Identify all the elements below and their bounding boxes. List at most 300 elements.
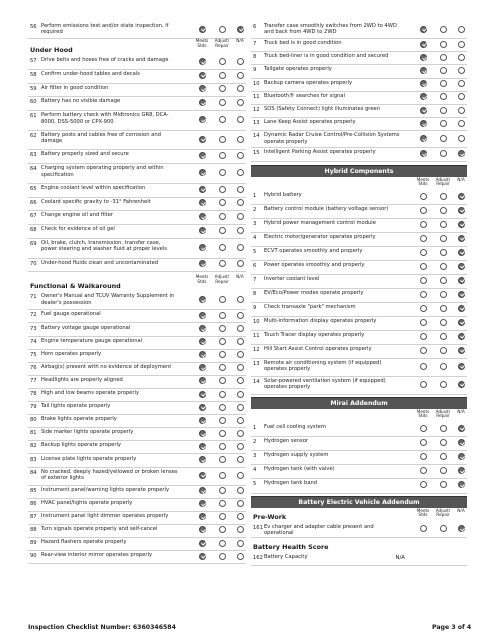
- adjust-repair-circle[interactable]: [219, 58, 226, 65]
- adjust-repair-circle[interactable]: [219, 199, 226, 206]
- meets-standards-circle[interactable]: [420, 425, 427, 432]
- not-applicable-circle[interactable]: [458, 319, 465, 326]
- item-text: Battery Capacity: [264, 553, 308, 560]
- adjust-repair-circle[interactable]: [219, 500, 226, 507]
- checklist-row: [28, 550, 246, 564]
- checklist-row: [251, 316, 467, 331]
- adjust-repair-circle[interactable]: [440, 120, 447, 127]
- item-number: 78: [30, 391, 37, 397]
- adjust-repair-circle[interactable]: [440, 467, 447, 474]
- item-text: Intelligent Parking Assist operates properly: [264, 149, 376, 156]
- status-marks: [192, 524, 246, 537]
- item-text: Inverter coolant level: [264, 275, 320, 282]
- not-applicable-circle[interactable]: [237, 430, 244, 437]
- not-applicable-circle[interactable]: [237, 377, 244, 384]
- status-marks: [413, 218, 467, 232]
- checklist-row: [28, 362, 246, 376]
- adjust-repair-circle[interactable]: [219, 526, 226, 533]
- meets-standards-circle[interactable]: [199, 364, 206, 371]
- meets-standards-circle[interactable]: [199, 351, 206, 358]
- not-applicable-circle[interactable]: [458, 467, 465, 474]
- item-number: 4: [253, 234, 257, 241]
- not-applicable-circle[interactable]: [458, 263, 465, 270]
- adjust-repair-circle[interactable]: [440, 363, 447, 370]
- adjust-repair-circle[interactable]: [440, 439, 447, 446]
- not-applicable-circle[interactable]: [237, 472, 244, 479]
- meets-standards-circle[interactable]: [420, 319, 427, 326]
- meets-standards-circle[interactable]: [420, 481, 427, 488]
- meets-standards-circle[interactable]: [199, 213, 206, 220]
- not-applicable-circle[interactable]: [458, 235, 465, 242]
- item-number: 76: [30, 364, 37, 371]
- item-text: Touch Tracer display operates properly: [264, 331, 365, 338]
- item-text: Under-hood fluids clean and uncontaminated: [41, 259, 159, 266]
- item-number: 79: [30, 404, 37, 411]
- adjust-repair-circle[interactable]: [440, 347, 447, 354]
- adjust-repair-circle[interactable]: [440, 277, 447, 284]
- not-applicable-circle[interactable]: [237, 487, 244, 494]
- adjust-repair-circle[interactable]: [440, 481, 447, 488]
- not-applicable-circle[interactable]: [458, 347, 465, 354]
- item-text: Instrument panel light dimmer operates properly: [41, 512, 169, 519]
- not-applicable-circle[interactable]: [237, 391, 244, 398]
- status-marks: [192, 210, 246, 224]
- item-value: N/A: [395, 554, 405, 561]
- not-applicable-circle[interactable]: [458, 135, 465, 142]
- meets-standards-circle[interactable]: [420, 107, 427, 114]
- not-applicable-circle[interactable]: [458, 425, 465, 432]
- adjust-repair-circle[interactable]: [440, 207, 447, 214]
- meets-standards-circle[interactable]: [199, 417, 206, 424]
- not-applicable-circle[interactable]: [237, 338, 244, 345]
- item-text: Battery has no visible damage: [41, 98, 121, 105]
- meets-standards-circle[interactable]: [199, 312, 206, 319]
- status-marks: [192, 238, 246, 258]
- adjust-repair-circle[interactable]: [440, 249, 447, 256]
- meets-standards-circle[interactable]: [199, 325, 206, 332]
- checklist-row: [28, 258, 246, 273]
- status-marks: [413, 288, 467, 302]
- not-applicable-circle[interactable]: [237, 312, 244, 319]
- meets-standards-circle[interactable]: [420, 277, 427, 284]
- adjust-repair-circle[interactable]: [440, 80, 447, 87]
- item-text: Dynamic Radar Cruise Control/Pre-Collision Systems operate properly: [264, 132, 400, 145]
- not-applicable-circle[interactable]: [458, 221, 465, 228]
- meets-standards-circle[interactable]: [420, 93, 427, 100]
- not-applicable-circle[interactable]: [237, 417, 244, 424]
- not-applicable-circle[interactable]: [237, 99, 244, 106]
- adjust-repair-circle[interactable]: [440, 221, 447, 228]
- item-number: 5: [253, 481, 257, 488]
- item-number: 13: [253, 120, 260, 127]
- meets-standards-label: Meets Stds: [416, 176, 430, 187]
- not-applicable-circle[interactable]: [458, 120, 465, 127]
- meets-standards-circle[interactable]: [420, 453, 427, 460]
- meets-standards-circle[interactable]: [420, 249, 427, 256]
- adjust-repair-circle[interactable]: [440, 525, 447, 532]
- checklist-row: [251, 522, 467, 538]
- status-marks: [192, 163, 246, 183]
- not-applicable-circle[interactable]: [458, 80, 465, 87]
- adjust-repair-circle[interactable]: [219, 213, 226, 220]
- item-text: Battery control module (battery voltage sensor): [264, 205, 389, 212]
- adjust-repair-circle[interactable]: [219, 99, 226, 106]
- not-applicable-circle[interactable]: [458, 193, 465, 200]
- meets-standards-circle[interactable]: [420, 54, 427, 61]
- meets-standards-label: Meets Stds: [416, 507, 430, 518]
- adjust-repair-circle[interactable]: [219, 443, 226, 450]
- item-number: 66: [30, 199, 37, 206]
- checklist-row: [28, 110, 246, 131]
- not-applicable-circle[interactable]: [237, 72, 244, 79]
- not-applicable-circle[interactable]: [458, 207, 465, 214]
- not-applicable-circle[interactable]: [458, 525, 465, 532]
- meets-standards-circle[interactable]: [420, 347, 427, 354]
- status-marks: [192, 485, 246, 498]
- adjust-repair-circle[interactable]: [219, 296, 226, 303]
- checklist-row: [28, 183, 246, 198]
- adjust-repair-circle[interactable]: [219, 325, 226, 332]
- item-number: 6: [253, 24, 257, 30]
- not-applicable-circle[interactable]: [458, 363, 465, 370]
- meets-standards-circle[interactable]: [199, 116, 206, 123]
- checklist-row: [28, 427, 246, 441]
- checklist-row: [28, 197, 246, 212]
- adjust-repair-circle[interactable]: [219, 391, 226, 398]
- meets-standards-circle[interactable]: [199, 443, 206, 450]
- checklist-row: [28, 149, 246, 164]
- meets-standards-circle[interactable]: [420, 150, 427, 157]
- checklist-row: [251, 38, 467, 52]
- checklist-row: [28, 388, 246, 402]
- section-header: [28, 274, 246, 291]
- adjust-repair-circle[interactable]: [440, 93, 447, 100]
- adjust-repair-circle[interactable]: [440, 107, 447, 114]
- not-applicable-circle[interactable]: [458, 439, 465, 446]
- item-text: Check for evidence of oil gel: [41, 226, 115, 233]
- item-number: 56: [30, 24, 37, 30]
- meets-standards-circle[interactable]: [199, 152, 206, 159]
- status-marks: [192, 258, 246, 272]
- adjust-repair-circle[interactable]: [440, 235, 447, 242]
- meets-standards-circle[interactable]: [199, 500, 206, 507]
- not-applicable-circle[interactable]: [458, 481, 465, 488]
- meets-standards-circle[interactable]: [199, 472, 206, 479]
- adjust-repair-circle[interactable]: [219, 540, 226, 547]
- adjust-repair-circle[interactable]: [219, 312, 226, 319]
- adjust-repair-circle[interactable]: [440, 41, 447, 48]
- not-applicable-circle[interactable]: [458, 26, 465, 33]
- checklist-row: [251, 130, 467, 148]
- item-text: Battery properly sized and secure: [41, 151, 129, 158]
- adjust-repair-circle[interactable]: [219, 404, 226, 411]
- checklist-row: [28, 401, 246, 415]
- not-applicable-circle[interactable]: [237, 58, 244, 65]
- adjust-repair-circle[interactable]: [219, 186, 226, 193]
- meets-standards-circle[interactable]: [199, 227, 206, 234]
- not-applicable-circle[interactable]: [237, 526, 244, 533]
- meets-standards-circle[interactable]: [420, 235, 427, 242]
- not-applicable-circle[interactable]: [237, 540, 244, 547]
- status-marks: [413, 91, 467, 104]
- item-text: No cracked, deeply hazed/yellowed or broken lenses of exterior lights: [41, 468, 178, 481]
- meets-standards-circle[interactable]: [199, 244, 206, 251]
- item-text: Hybrid battery: [264, 191, 302, 198]
- meets-standards-circle[interactable]: [420, 221, 427, 228]
- not-applicable-circle[interactable]: [237, 296, 244, 303]
- meets-standards-circle[interactable]: [420, 525, 427, 532]
- adjust-repair-circle[interactable]: [219, 377, 226, 384]
- section-header: [28, 38, 246, 55]
- not-applicable-circle[interactable]: [237, 325, 244, 332]
- meets-standards-circle[interactable]: [199, 430, 206, 437]
- meets-standards-circle[interactable]: [199, 391, 206, 398]
- adjust-repair-circle[interactable]: [440, 319, 447, 326]
- not-applicable-circle[interactable]: [237, 364, 244, 371]
- item-text: SOS (Safety Connect) light illuminates green: [264, 106, 380, 112]
- adjust-repair-circle[interactable]: [219, 351, 226, 358]
- meets-standards-circle[interactable]: [420, 193, 427, 200]
- meets-standards-circle[interactable]: [199, 136, 206, 143]
- adjust-repair-circle[interactable]: [440, 453, 447, 460]
- status-marks: [192, 454, 246, 467]
- meets-standards-circle[interactable]: [420, 363, 427, 370]
- item-number: 90: [30, 553, 37, 560]
- adjust-repair-circle[interactable]: [219, 169, 226, 176]
- item-text: HVAC panel/lights operate properly: [41, 499, 133, 506]
- item-number: 88: [30, 526, 37, 533]
- adjust-repair-circle[interactable]: [219, 72, 226, 79]
- meets-standards-circle[interactable]: [199, 377, 206, 384]
- not-applicable-circle[interactable]: [458, 453, 465, 460]
- not-applicable-circle[interactable]: [458, 41, 465, 48]
- adjust-repair-circle[interactable]: [219, 338, 226, 345]
- status-marks: [192, 183, 246, 197]
- not-applicable-circle[interactable]: [237, 404, 244, 411]
- status-marks: [192, 130, 246, 150]
- item-number: 73: [30, 325, 37, 332]
- not-applicable-circle[interactable]: [237, 26, 244, 33]
- adjust-repair-circle[interactable]: [219, 260, 226, 267]
- adjust-repair-circle[interactable]: [440, 263, 447, 270]
- status-marks: [413, 316, 467, 330]
- adjust-repair-circle[interactable]: [440, 381, 447, 388]
- adjust-repair-circle[interactable]: [440, 333, 447, 340]
- meets-standards-circle[interactable]: [199, 186, 206, 193]
- not-applicable-circle[interactable]: [237, 213, 244, 220]
- not-applicable-circle[interactable]: [237, 456, 244, 463]
- checklist-row: [251, 246, 467, 261]
- meets-standards-circle[interactable]: [199, 72, 206, 79]
- section-title: Under Hood: [30, 46, 73, 54]
- meets-standards-circle[interactable]: [199, 338, 206, 345]
- adjust-repair-circle[interactable]: [219, 136, 226, 143]
- meets-standards-circle[interactable]: [199, 99, 206, 106]
- meets-standards-circle[interactable]: [420, 26, 427, 33]
- not-applicable-circle[interactable]: [237, 443, 244, 450]
- meets-standards-circle[interactable]: [420, 41, 427, 48]
- not-applicable-circle[interactable]: [458, 107, 465, 114]
- status-marks: [192, 537, 246, 550]
- meets-standards-circle[interactable]: [199, 404, 206, 411]
- not-applicable-circle[interactable]: [458, 333, 465, 340]
- item-number: 2: [253, 438, 257, 445]
- status-marks: [192, 309, 246, 322]
- status-marks: [192, 388, 246, 401]
- meets-standards-circle[interactable]: [420, 467, 427, 474]
- section-header: [251, 539, 467, 552]
- item-text: Owner's Manual and TCUV Warranty Supplement in dealer's possession: [41, 293, 175, 306]
- item-number: 10: [253, 318, 260, 325]
- not-applicable-circle[interactable]: [458, 93, 465, 100]
- item-text: Brake lights operate properly: [41, 416, 117, 423]
- adjust-repair-circle[interactable]: [219, 456, 226, 463]
- adjust-repair-circle[interactable]: [440, 150, 447, 157]
- meets-standards-circle[interactable]: [420, 333, 427, 340]
- adjust-repair-circle[interactable]: [219, 513, 226, 520]
- not-applicable-circle[interactable]: [237, 351, 244, 358]
- adjust-repair-circle[interactable]: [219, 430, 226, 437]
- item-text: Drive belts and hoses free of cracks and damage: [41, 57, 169, 63]
- not-applicable-circle[interactable]: [237, 85, 244, 92]
- status-marks: [413, 38, 467, 51]
- meets-standards-circle[interactable]: [199, 169, 206, 176]
- checklist-row: [28, 349, 246, 363]
- meets-standards-circle[interactable]: [199, 456, 206, 463]
- meets-standards-circle[interactable]: [199, 487, 206, 494]
- item-number: 2: [253, 206, 257, 213]
- not-applicable-circle[interactable]: [237, 199, 244, 206]
- not-applicable-circle[interactable]: [458, 381, 465, 388]
- meets-standards-circle[interactable]: [199, 540, 206, 547]
- meets-standards-circle[interactable]: [420, 381, 427, 388]
- status-marks: [192, 467, 246, 485]
- meets-standards-circle[interactable]: [420, 305, 427, 312]
- not-applicable-circle[interactable]: [458, 305, 465, 312]
- adjust-repair-circle[interactable]: [219, 553, 226, 560]
- status-marks: [413, 330, 467, 344]
- item-number: 11: [253, 332, 260, 339]
- section-band: [251, 165, 467, 177]
- adjust-repair-circle[interactable]: [440, 291, 447, 298]
- status-marks: [413, 78, 467, 91]
- not-applicable-circle[interactable]: [237, 136, 244, 143]
- item-text: Solar-powered ventilation system (if equipped) operates properly: [264, 377, 386, 390]
- item-number: 62: [30, 132, 37, 139]
- item-number: 80: [30, 417, 37, 424]
- adjust-repair-circle[interactable]: [219, 364, 226, 371]
- item-text: Lane Keep Assist operates properly: [264, 119, 356, 126]
- adjust-repair-circle[interactable]: [219, 85, 226, 92]
- not-applicable-circle[interactable]: [458, 54, 465, 61]
- item-text: Oil, brake, clutch, transmission, transfer case, power steering and washer fluid at proper levels: [41, 240, 167, 253]
- not-applicable-circle[interactable]: [237, 169, 244, 176]
- not-applicable-circle[interactable]: [237, 244, 244, 251]
- not-applicable-circle[interactable]: [458, 150, 465, 157]
- adjust-repair-circle[interactable]: [440, 193, 447, 200]
- not-applicable-circle[interactable]: [458, 277, 465, 284]
- meets-standards-circle[interactable]: [420, 135, 427, 142]
- checklist-row: [28, 485, 246, 499]
- adjust-repair-label: Adjust/ Repair: [435, 408, 451, 419]
- adjust-repair-circle[interactable]: [440, 67, 447, 74]
- meets-standards-circle[interactable]: [199, 26, 206, 33]
- adjust-repair-circle[interactable]: [440, 26, 447, 33]
- meets-standards-circle[interactable]: [199, 58, 206, 65]
- meets-standards-circle[interactable]: [199, 553, 206, 560]
- item-number: 3: [253, 453, 257, 459]
- checklist-number: Inspection Checklist Number: 6360346584: [28, 624, 176, 631]
- checklist-row: [251, 232, 467, 247]
- not-applicable-circle[interactable]: [237, 116, 244, 123]
- adjust-repair-circle[interactable]: [440, 305, 447, 312]
- meets-standards-circle[interactable]: [420, 120, 427, 127]
- meets-standards-circle[interactable]: [199, 513, 206, 520]
- meets-standards-circle[interactable]: [420, 80, 427, 87]
- item-number: 1: [253, 424, 257, 431]
- adjust-repair-circle[interactable]: [219, 116, 226, 123]
- not-applicable-circle[interactable]: [237, 513, 244, 520]
- status-marks: [192, 440, 246, 453]
- item-text: Check transaxle "park" mechanism: [264, 303, 356, 310]
- item-text: Backup camera operates properly: [264, 79, 353, 86]
- not-applicable-circle[interactable]: [458, 67, 465, 74]
- item-number: 12: [253, 107, 260, 113]
- adjust-repair-circle[interactable]: [440, 425, 447, 432]
- item-number: 83: [30, 456, 37, 463]
- not-applicable-circle[interactable]: [237, 260, 244, 267]
- not-applicable-circle[interactable]: [237, 152, 244, 159]
- meets-standards-circle[interactable]: [420, 263, 427, 270]
- meets-standards-circle[interactable]: [199, 85, 206, 92]
- checklist-row: [28, 440, 246, 454]
- not-applicable-circle[interactable]: [237, 186, 244, 193]
- checklist-row: [28, 498, 246, 512]
- status-marks: [413, 522, 467, 537]
- adjust-repair-circle[interactable]: [219, 152, 226, 159]
- adjust-repair-circle[interactable]: [219, 26, 226, 33]
- meets-standards-circle[interactable]: [199, 296, 206, 303]
- not-applicable-circle[interactable]: [237, 500, 244, 507]
- item-text: Perform emissions test and/or state inspection, if required: [41, 23, 169, 36]
- adjust-repair-circle[interactable]: [440, 54, 447, 61]
- meets-standards-circle[interactable]: [420, 439, 427, 446]
- meets-standards-circle[interactable]: [199, 260, 206, 267]
- adjust-repair-circle[interactable]: [440, 135, 447, 142]
- meets-standards-circle[interactable]: [420, 207, 427, 214]
- item-number: 7: [253, 41, 257, 47]
- item-text: Coolant specific gravity to -31° Fahrenheit: [41, 198, 151, 205]
- item-number: 3: [253, 220, 257, 227]
- meets-standards-circle[interactable]: [420, 291, 427, 298]
- not-applicable-circle[interactable]: [237, 227, 244, 234]
- not-applicable-circle[interactable]: [458, 291, 465, 298]
- item-number: 1: [253, 192, 257, 199]
- adjust-repair-circle[interactable]: [219, 227, 226, 234]
- item-text: Electric motor/generator operates properly: [264, 233, 376, 240]
- adjust-repair-circle[interactable]: [219, 487, 226, 494]
- not-applicable-circle[interactable]: [458, 249, 465, 256]
- meets-standards-circle[interactable]: [199, 526, 206, 533]
- status-marks: [192, 362, 246, 375]
- adjust-repair-circle[interactable]: [219, 472, 226, 479]
- adjust-repair-circle[interactable]: [219, 244, 226, 251]
- checklist-row: [28, 375, 246, 389]
- meets-standards-circle[interactable]: [420, 67, 427, 74]
- adjust-repair-circle[interactable]: [219, 417, 226, 424]
- meets-standards-circle[interactable]: [199, 199, 206, 206]
- not-applicable-circle[interactable]: [237, 553, 244, 560]
